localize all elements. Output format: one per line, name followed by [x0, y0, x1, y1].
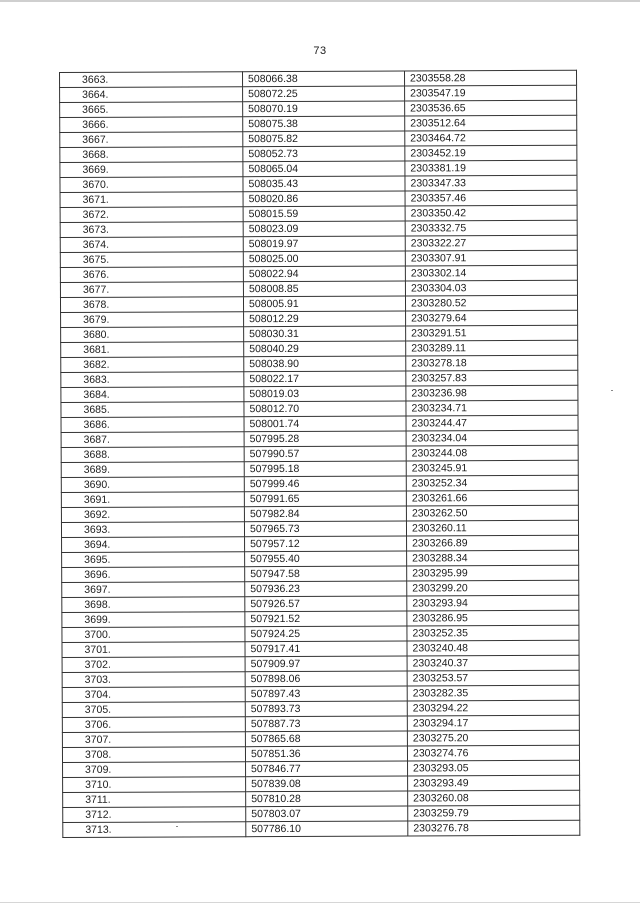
y-coordinate-cell: 2303307.91: [405, 250, 577, 266]
point-number-cell: 3669.: [60, 162, 243, 178]
x-coordinate-cell: 508019.03: [244, 386, 406, 402]
y-coordinate-cell: 2303294.17: [407, 715, 579, 731]
point-number-cell: 3686.: [61, 417, 244, 433]
point-number-cell: 3708.: [62, 747, 245, 763]
point-number-cell: 3687.: [61, 432, 244, 448]
scan-speck: [611, 390, 613, 391]
x-coordinate-cell: 507947.58: [245, 566, 407, 582]
point-number-cell: 3664.: [60, 87, 243, 103]
y-coordinate-cell: 2303260.08: [408, 790, 580, 806]
point-number-cell: 3666.: [60, 117, 243, 133]
y-coordinate-cell: 2303257.83: [406, 370, 578, 386]
point-number-cell: 3692.: [61, 507, 244, 523]
point-number-cell: 3694.: [62, 537, 245, 553]
y-coordinate-cell: 2303252.35: [407, 625, 579, 641]
y-coordinate-cell: 2303288.34: [407, 550, 579, 566]
point-number-cell: 3711.: [63, 792, 246, 808]
y-coordinate-cell: 2303259.79: [408, 805, 580, 821]
x-coordinate-cell: 508025.00: [243, 251, 405, 267]
point-number-cell: 3696.: [62, 567, 245, 583]
x-coordinate-cell: 507786.10: [246, 821, 408, 837]
point-number-cell: 3674.: [60, 237, 243, 253]
y-coordinate-cell: 2303240.48: [407, 640, 579, 656]
point-number-cell: 3671.: [60, 192, 243, 208]
x-coordinate-cell: 508065.04: [243, 161, 405, 177]
y-coordinate-cell: 2303295.99: [407, 565, 579, 581]
x-coordinate-cell: 507990.57: [244, 446, 406, 462]
y-coordinate-cell: 2303464.72: [405, 130, 577, 146]
x-coordinate-cell: 507955.40: [245, 551, 407, 567]
point-number-cell: 3691.: [61, 492, 244, 508]
y-coordinate-cell: 2303452.19: [405, 145, 577, 161]
point-number-cell: 3713.: [63, 822, 246, 838]
point-number-cell: 3702.: [62, 657, 245, 673]
coordinate-table: [59, 70, 580, 838]
table-row: [63, 820, 580, 837]
point-number-cell: 3697.: [62, 582, 245, 598]
x-coordinate-cell: 508020.86: [243, 191, 405, 207]
x-coordinate-cell: 507982.84: [244, 506, 406, 522]
y-coordinate-cell: 2303347.33: [405, 175, 577, 191]
y-coordinate-cell: 2303252.34: [406, 475, 578, 491]
point-number-cell: 3670.: [60, 177, 243, 193]
y-coordinate-cell: 2303302.14: [405, 265, 577, 281]
point-number-cell: 3703.: [62, 672, 245, 688]
y-coordinate-cell: 2303304.03: [405, 280, 577, 296]
x-coordinate-cell: 508008.85: [243, 281, 405, 297]
x-coordinate-cell: 507926.57: [245, 596, 407, 612]
point-number-cell: 3679.: [61, 312, 244, 328]
x-coordinate-cell: 508005.91: [243, 296, 405, 312]
point-number-cell: 3706.: [62, 717, 245, 733]
y-coordinate-cell: 2303274.76: [407, 745, 579, 761]
y-coordinate-cell: 2303244.47: [406, 415, 578, 431]
x-coordinate-cell: 508012.29: [244, 311, 406, 327]
x-coordinate-cell: 507846.77: [246, 761, 408, 777]
point-number-cell: 3675.: [60, 252, 243, 268]
y-coordinate-cell: 2303322.27: [405, 235, 577, 251]
point-number-cell: 3673.: [60, 222, 243, 238]
y-coordinate-cell: 2303291.51: [406, 325, 578, 341]
y-coordinate-cell: 2303244.08: [406, 445, 578, 461]
y-coordinate-cell: 2303286.95: [407, 610, 579, 626]
x-coordinate-cell: 507995.18: [244, 461, 406, 477]
y-coordinate-cell: 2303260.11: [406, 520, 578, 536]
x-coordinate-cell: 508075.38: [243, 116, 405, 132]
x-coordinate-cell: 507897.43: [245, 686, 407, 702]
x-coordinate-cell: 508070.19: [243, 101, 405, 117]
y-coordinate-cell: 2303381.19: [405, 160, 577, 176]
point-number-cell: 3683.: [61, 372, 244, 388]
x-coordinate-cell: 508040.29: [244, 341, 406, 357]
x-coordinate-cell: 508052.73: [243, 146, 405, 162]
y-coordinate-cell: 2303332.75: [405, 220, 577, 236]
point-number-cell: 3693.: [61, 522, 244, 538]
x-coordinate-cell: 508022.17: [244, 371, 406, 387]
y-coordinate-cell: 2303266.89: [407, 535, 579, 551]
x-coordinate-cell: 508022.94: [243, 266, 405, 282]
point-number-cell: 3677.: [60, 282, 243, 298]
point-number-cell: 3678.: [60, 297, 243, 313]
y-coordinate-cell: 2303234.04: [406, 430, 578, 446]
x-coordinate-cell: 507936.23: [245, 581, 407, 597]
point-number-cell: 3709.: [63, 762, 246, 778]
y-coordinate-cell: 2303293.05: [408, 760, 580, 776]
point-number-cell: 3685.: [61, 402, 244, 418]
x-coordinate-cell: 508066.38: [243, 71, 405, 87]
page-bottom-edge: [0, 902, 640, 903]
x-coordinate-cell: 507995.28: [244, 431, 406, 447]
x-coordinate-cell: 507957.12: [245, 536, 407, 552]
point-number-cell: 3704.: [62, 687, 245, 703]
point-number-cell: 3690.: [61, 477, 244, 493]
y-coordinate-cell: 2303253.57: [407, 670, 579, 686]
point-number-cell: 3672.: [60, 207, 243, 223]
y-coordinate-cell: 2303278.18: [406, 355, 578, 371]
point-number-cell: 3680.: [61, 327, 244, 343]
x-coordinate-cell: 508019.97: [243, 236, 405, 252]
y-coordinate-cell: 2303261.66: [406, 490, 578, 506]
point-number-cell: 3676.: [60, 267, 243, 283]
x-coordinate-cell: 507991.65: [244, 491, 406, 507]
y-coordinate-cell: 2303293.49: [408, 775, 580, 791]
x-coordinate-cell: 507909.97: [245, 656, 407, 672]
point-number-cell: 3705.: [62, 702, 245, 718]
x-coordinate-cell: 507803.07: [246, 806, 408, 822]
x-coordinate-cell: 507887.73: [245, 716, 407, 732]
point-number-cell: 3681.: [61, 342, 244, 358]
point-number-cell: 3688.: [61, 447, 244, 463]
y-coordinate-cell: 2303294.22: [407, 700, 579, 716]
y-coordinate-cell: 2303234.71: [406, 400, 578, 416]
y-coordinate-cell: 2303245.91: [406, 460, 578, 476]
x-coordinate-cell: 508030.31: [244, 326, 406, 342]
coordinate-table-body: [60, 70, 580, 837]
y-coordinate-cell: 2303350.42: [405, 205, 577, 221]
y-coordinate-cell: 2303276.78: [408, 820, 580, 836]
point-number-cell: 3689.: [61, 462, 244, 478]
x-coordinate-cell: 507810.28: [246, 791, 408, 807]
x-coordinate-cell: 507865.68: [245, 731, 407, 747]
point-number-cell: 3682.: [61, 357, 244, 373]
y-coordinate-cell: 2303282.35: [407, 685, 579, 701]
x-coordinate-cell: 508038.90: [244, 356, 406, 372]
point-number-cell: 3700.: [62, 627, 245, 643]
y-coordinate-cell: 2303275.20: [407, 730, 579, 746]
point-number-cell: 3667.: [60, 132, 243, 148]
y-coordinate-cell: 2303279.64: [406, 310, 578, 326]
page-number: 73: [313, 45, 327, 57]
point-number-cell: 3712.: [63, 807, 246, 823]
x-coordinate-cell: 508072.25: [243, 86, 405, 102]
y-coordinate-cell: 2303289.11: [406, 340, 578, 356]
point-number-cell: 3665.: [60, 102, 243, 118]
page-top-edge: [0, 0, 640, 2]
x-coordinate-cell: 507917.41: [245, 641, 407, 657]
y-coordinate-cell: 2303299.20: [407, 580, 579, 596]
y-coordinate-cell: 2303547.19: [405, 85, 577, 101]
x-coordinate-cell: 508075.82: [243, 131, 405, 147]
point-number-cell: 3699.: [62, 612, 245, 628]
x-coordinate-cell: 508012.70: [244, 401, 406, 417]
y-coordinate-cell: 2303558.28: [404, 70, 576, 86]
x-coordinate-cell: 507898.06: [245, 671, 407, 687]
x-coordinate-cell: 507893.73: [245, 701, 407, 717]
x-coordinate-cell: 507999.46: [244, 476, 406, 492]
y-coordinate-cell: 2303357.46: [405, 190, 577, 206]
x-coordinate-cell: 508001.74: [244, 416, 406, 432]
x-coordinate-cell: 508023.09: [243, 221, 405, 237]
point-number-cell: 3698.: [62, 597, 245, 613]
y-coordinate-cell: 2303293.94: [407, 595, 579, 611]
y-coordinate-cell: 2303236.98: [406, 385, 578, 401]
y-coordinate-cell: 2303536.65: [405, 100, 577, 116]
point-number-cell: 3663.: [60, 72, 243, 88]
point-number-cell: 3695.: [62, 552, 245, 568]
point-number-cell: 3684.: [61, 387, 244, 403]
x-coordinate-cell: 507965.73: [244, 521, 406, 537]
x-coordinate-cell: 507851.36: [245, 746, 407, 762]
point-number-cell: 3701.: [62, 642, 245, 658]
x-coordinate-cell: 508035.43: [243, 176, 405, 192]
x-coordinate-cell: 508015.59: [243, 206, 405, 222]
point-number-cell: 3668.: [60, 147, 243, 163]
scan-speck: [176, 826, 178, 827]
x-coordinate-cell: 507921.52: [245, 611, 407, 627]
point-number-cell: 3707.: [62, 732, 245, 748]
y-coordinate-cell: 2303240.37: [407, 655, 579, 671]
y-coordinate-cell: 2303512.64: [405, 115, 577, 131]
x-coordinate-cell: 507839.08: [246, 776, 408, 792]
x-coordinate-cell: 507924.25: [245, 626, 407, 642]
y-coordinate-cell: 2303280.52: [405, 295, 577, 311]
y-coordinate-cell: 2303262.50: [406, 505, 578, 521]
point-number-cell: 3710.: [63, 777, 246, 793]
